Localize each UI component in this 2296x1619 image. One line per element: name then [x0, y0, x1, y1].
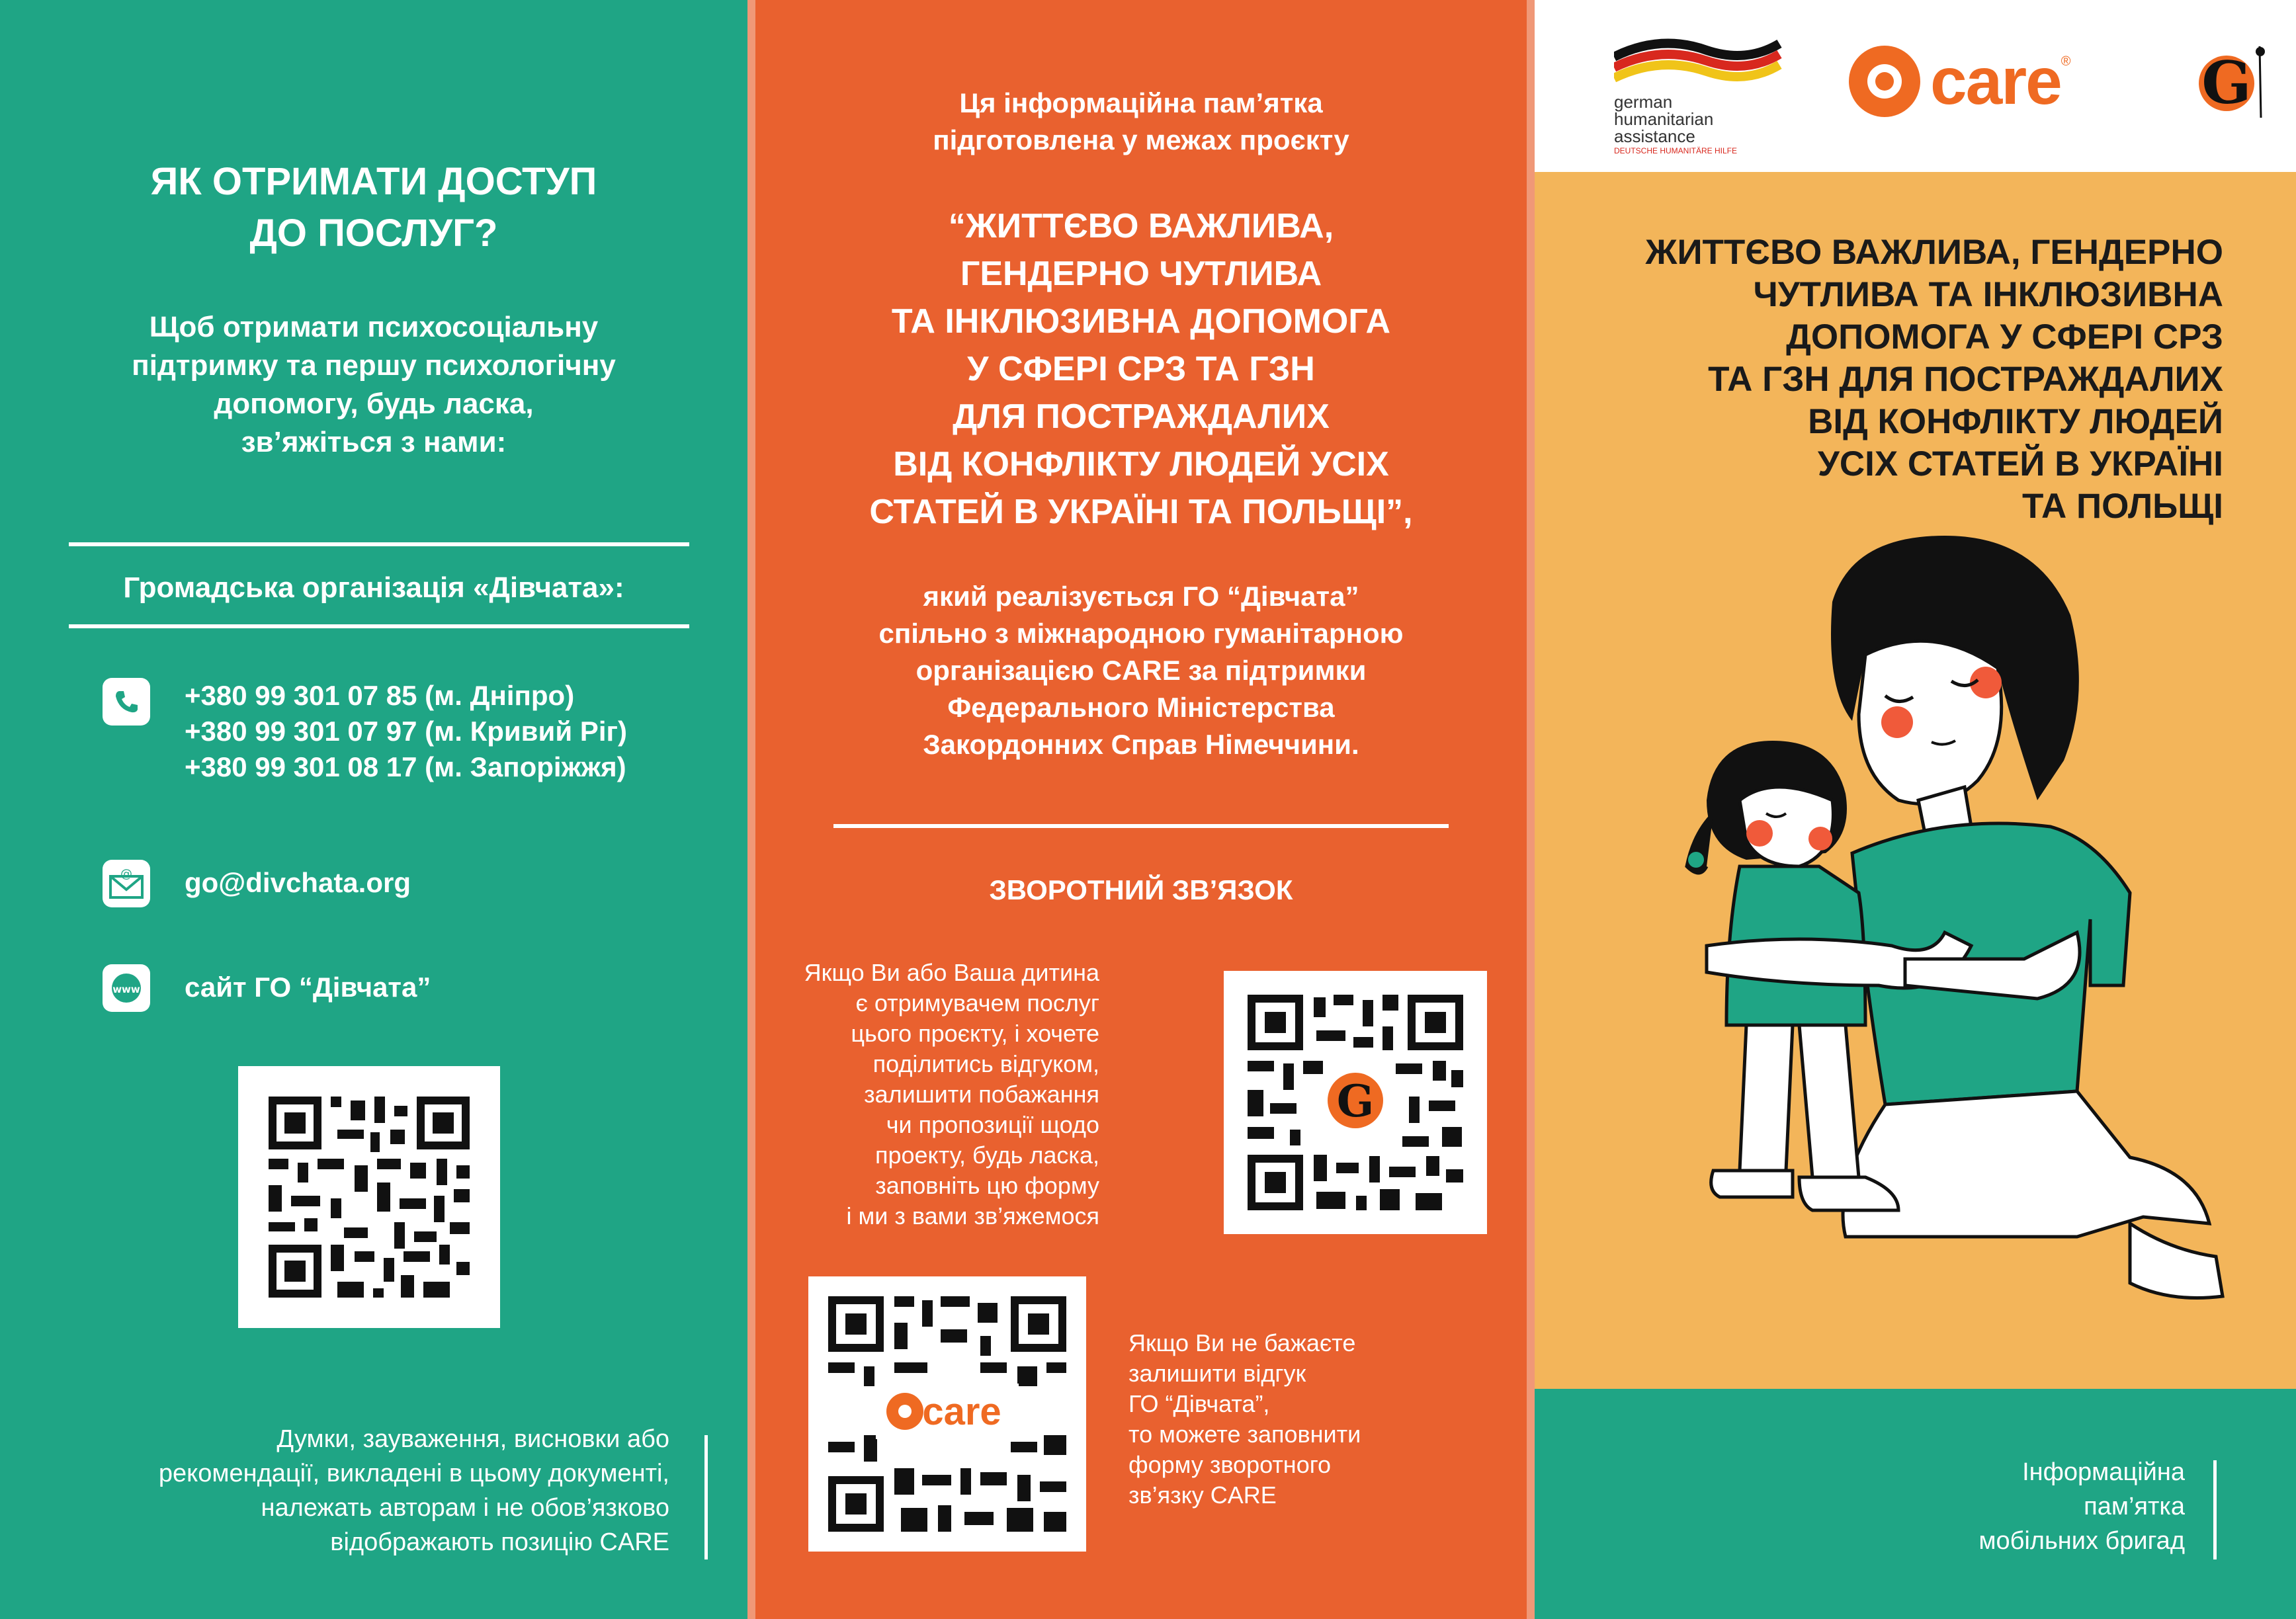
- care-logo: care ®: [1846, 42, 2071, 120]
- svg-text:@: @: [120, 867, 132, 881]
- implementation-text: який реалізується ГО “Дівчата” спільно з міжнародною гуманітарною організацією CARE за підтримки Федерального Міністерства Закордонних Справ Німеччини.: [878, 581, 1404, 760]
- g-letter: G: [2201, 48, 2252, 117]
- access-intro: Щоб отримати психосоціальну підтримку та першу психологічну допомогу, будь ласка, зв’яжіться з нами:: [132, 311, 616, 458]
- g-logo-text: G: [1336, 1075, 1375, 1127]
- divider: [69, 542, 689, 546]
- phone-contacts: [103, 678, 627, 785]
- website-qr-code[interactable]: [238, 1066, 500, 1328]
- svg-text:www: www: [112, 983, 140, 995]
- german-flag-icon: [1614, 37, 1786, 90]
- german-humanitarian-assistance-logo: german humanitarian assistance DEUTSCHE HUMANITÄRE HILFE: [1614, 37, 1786, 136]
- feedback-text: Якщо Ви або Ваша дитина є отримувачем послуг цього проєкту, і хочете поділитись відгуком, залишити побажання чи пропозиції щодо проекту, будь ласка, заповніть цю форму і ми з вами зв’яжемося: [804, 959, 1099, 1229]
- phone-icon: [103, 678, 150, 726]
- email-contact: [103, 860, 411, 907]
- website-contact: [103, 964, 431, 1012]
- phone-zaporizhzhia[interactable]: +380 99 301 08 17 (м. Запоріжжя): [185, 751, 626, 782]
- project-title: “ЖИТТЄВО ВАЖЛИВА, ГЕНДЕРНО ЧУТЛИВА ТА ІНКЛЮЗИВНА ДОПОМОГА У СФЕРІ СРЗ ТА ГЗН ДЛЯ ПОСТРАЖДАЛИХ ВІД КОНФЛІКТУ ЛЮДЕЙ УСІХ СТАТЕЙ В УКРАЇНІ ТА ПОЛЬЩІ”,: [869, 207, 1413, 531]
- phone-dnipro[interactable]: +380 99 301 07 85 (м. Дніпро): [185, 680, 575, 711]
- phone-kryvyi-rih[interactable]: +380 99 301 07 97 (м. Кривий Ріг): [185, 716, 627, 747]
- care-emblem-icon: [1846, 42, 1924, 120]
- email-link[interactable]: go@divchata.org: [185, 867, 411, 898]
- right-panel: [1535, 0, 2296, 1619]
- brochure-subtitle: Інформаційна пам’ятка мобільних бригад: [1978, 1458, 2185, 1555]
- left-panel: [0, 0, 747, 1619]
- divchata-logo: [2196, 42, 2269, 120]
- disclaimer: Думки, зауваження, висновки або рекомендації, викладені в цьому документі, належать авторам і не обов’язково відображають позицію CARE: [158, 1425, 669, 1556]
- divider: [833, 824, 1449, 828]
- website-link[interactable]: сайт ГО “Дівчата”: [185, 972, 431, 1003]
- mother-hugging-child-illustration: [1667, 522, 2275, 1356]
- logo-bar: [1535, 0, 2296, 172]
- feedback-heading: ЗВОРОТНИЙ ЗВ’ЯЗОК: [989, 874, 1293, 905]
- access-heading: ЯК ОТРИМАТИ ДОСТУП ДО ПОСЛУГ?: [150, 160, 597, 255]
- org-label: Громадська організація «Дівчата»:: [123, 571, 624, 604]
- divider: [69, 624, 689, 628]
- brochure-title: ЖИТТЄВО ВАЖЛИВА, ГЕНДЕРНО ЧУТЛИВА ТА ІНКЛЮЗИВНА ДОПОМОГА У СФЕРІ СРЗ ТА ГЗН ДЛЯ ПОСТРАЖДАЛИХ ВІД КОНФЛІКТУ ЛЮДЕЙ УСІХ СТАТЕЙ В УКРАЇНІ ТА ПОЛЬЩІ: [1645, 233, 2223, 526]
- care-logo-text: care: [922, 1390, 1001, 1433]
- accent-bar: [2213, 1460, 2217, 1559]
- care-feedback-text: Якщо Ви не бажаєте залишити відгук ГО “Дівчата”, то можете заповнити форму зворотного зв’язку CARE: [1128, 1329, 1361, 1509]
- care-feedback-qr-code[interactable]: [808, 1276, 1086, 1552]
- divchata-feedback-qr-code[interactable]: [1224, 971, 1487, 1234]
- accent-bar: [704, 1435, 708, 1559]
- project-intro: Ця інформаційна пам’ятка підготовлена у межах проєкту: [933, 87, 1349, 155]
- middle-panel: [747, 0, 1535, 1619]
- email-icon: [103, 860, 150, 907]
- www-icon: [103, 964, 150, 1012]
